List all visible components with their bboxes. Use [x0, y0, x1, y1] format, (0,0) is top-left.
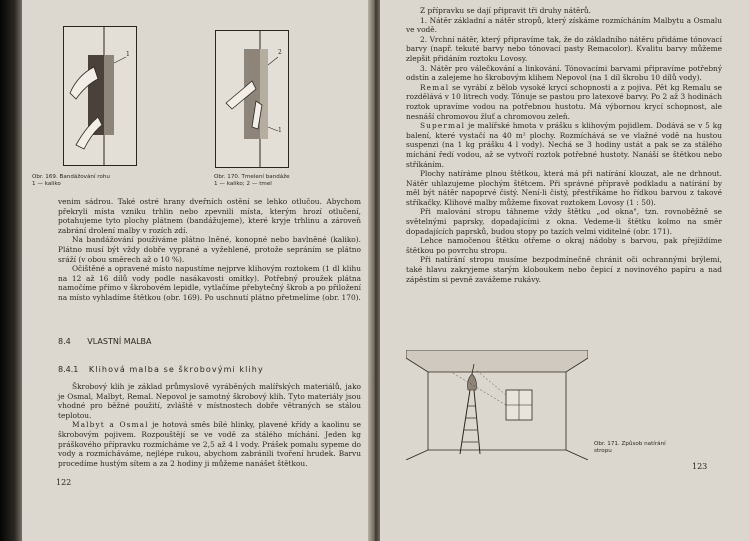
fig170-caption-line1: Obr. 170. Tmelení bandáže — [214, 174, 290, 180]
paragraph-body: je hotová směs bílé hlinky, plavené křídy a kaolinu se škrobovým pojivem. Rozpouštějí se ve vodě za stálého míchání. Jeden kg práškového přípravku rozmícháme ve 2,5 až 4 l vody. Prášek pomalu sypeme do vody a rozmícháváme, nejlépe rukou, abychom zabránili tvoření hrudek. Barvu procedíme hustým sítem a za 2 hodiny ji můžeme nanášet štětkou. — [58, 420, 361, 468]
figure-169 — [63, 26, 137, 166]
page-number-left: 122 — [56, 478, 72, 487]
paragraph: Očištěné a opravené místo napustíme nejprve klihovým roztokem (1 dl klihu na 12 až 16 dílů vody podle nasákavosti omítky). Potřebný proužek plátna namočíme přímo v škrobovém lepidle, vytlačíme přebytečný škrob a po přiložení na místo vyhladíme štětkou (obr. 169). Po uschnutí plátno přetmelíme (obr. 170). — [58, 264, 361, 302]
paragraph: Při malování stropu táhneme vždy štětku „od okna", tzn. rovnoběžně se světelnými paprsky, dopadajícími z okna. Vedeme-li štětku kolmo na směr dopadajících paprsků, budou stopy po tazích velmi viditelné (obr. 171). — [406, 207, 722, 236]
paragraph: Plochy natíráme plnou štětkou, která má při natírání klouzat, ale ne drhnout. Nátěr uhlazujeme plochým štětcem. Při správné přípravě podkladu a natírání by měl být nátěr napoprvé čistý. Není-li čistý, přestříkáme ho řídkou barvou z takové stříkačky. Klihové malby můžeme fixovat roztokem Lovosy (1 : 50). — [406, 169, 722, 207]
figure-171 — [406, 350, 588, 460]
section-number: 8.4 — [58, 337, 71, 346]
left-edge-shadow — [0, 0, 24, 541]
section-title: Klihová malba se škrobovými klihy — [88, 365, 264, 374]
paragraph-lead: Remal — [420, 82, 450, 92]
fig169-caption-line2: 1 — kaliko — [32, 181, 61, 187]
paragraph: Škrobový klih je základ průmyslově vyráběných malířských materiálů, jako je Osmal, Malbyt, Remal. Nepovol je samotný škrobový klih. Tyto materiály jsou vhodné pro běžné použití, zvláště v místnostech dobře větraných se stálou teplotou. — [58, 382, 361, 420]
left-lower-text — [58, 382, 361, 468]
fig169-caption-line1: Obr. 169. Bandážování rohu — [32, 174, 110, 180]
section-title: VLASTNÍ MALBA — [87, 337, 152, 346]
paragraph — [58, 420, 361, 468]
section-8-4-1-heading — [58, 365, 264, 374]
paragraph-body: se vyrábí z bělob vysoké krycí schopnosti a z pojiva. Pět kg Remalu se rozdělává v 10 litrech vody. Tónuje se pastou pro latexové barvy. Po 2 až 3 hodinách roztok upravíme vodou na potřebnou hustotu. Má výbornou krycí schopnost, ale nesnáší chromovou žluť a chromovou zeleň. — [406, 82, 722, 121]
paragraph: Z přípravku se dají připravit tři druhy nátěrů. — [420, 6, 592, 15]
paragraph — [406, 121, 722, 169]
fig171-caption-line1: Obr. 171. Způsob natírání — [594, 441, 666, 447]
paragraph: venim sádrou. Také ostré hrany dveřních ostění se lehko otlučou. Abychom překryli místa vzniku trhlin nebo zpevnili místa, kterým hrozí otlučení, potahujeme tyto plochy plátnem (bandážujeme), které kryje trhlinu a zároveň zabrání drolení malby v rozích zdí. — [58, 197, 361, 235]
paragraph: 2. Vrchní nátěr, který připravíme tak, že do základního nátěru přidáme tónovací barvy (např. tekuté barvy nebo tónovací pasty Remacolor). Kvalitu barvy můžeme zlepšit přidáním roztoku Lovosy. — [406, 34, 722, 63]
section-8-4-heading — [58, 337, 152, 346]
right-page — [380, 0, 750, 541]
room-painting-illustration — [406, 350, 588, 460]
paragraph — [406, 83, 722, 121]
paragraph: Při natírání stropu musíme bezpodmínečně chránit oči ochrannými brýlemi, také hlavu zakryjeme starým kloboukem nebo čepicí z novinového papíru a nad zápěstím si pevně zavážeme rukávy. — [406, 255, 722, 284]
left-page — [22, 0, 372, 541]
fig169-caption — [32, 174, 152, 188]
corner-bandage-illustration — [64, 27, 136, 165]
section-number: 8.4.1 — [58, 365, 79, 374]
left-upper-text — [58, 197, 361, 303]
fig170-label-2: 2 — [278, 49, 282, 56]
fig170-caption-line2: 1 — kaliko; 2 — tmel — [214, 181, 272, 187]
fig170-label-1: 1 — [278, 127, 282, 134]
paragraph-body: je malířské hmota v prášku s klihovým pojidlem. Dodává se v 5 kg balení, které vystačí na 40 m² plochy. Rozmíchává se ve vlažné vodě na hustou suspenzi (na 1 kg prášku 4 l vody). Nechá se 3 hodiny ustát a pak se za stálého míchání ředí vodou, až se vytvoří roztok potřebné hustoty. Nanáší se štětkou nebo stříkáním. — [406, 121, 722, 169]
paragraph: 3. Nátěr pro válečkování a linkování. Tónovacími barvami připravíme potřebný odstín a zalejeme ho škrobovým klihem Nepovol (na 1 díl škrobu 10 dílů vody). — [406, 63, 722, 83]
figure-170 — [215, 30, 289, 168]
page-number-right: 123 — [692, 462, 708, 471]
paragraph-lead: Malbyt a Osmal — [72, 420, 149, 430]
right-text — [406, 6, 722, 284]
paragraph: Lehce namočenou štětku otřeme o okraj nádoby s barvou, pak přejíždíme štětkou po povrchu stropu. — [406, 236, 722, 255]
fig169-label-1: 1 — [126, 51, 130, 58]
fig171-caption — [594, 441, 684, 455]
paragraph-lead: Supermal — [420, 121, 466, 131]
fig171-caption-line2: stropu — [594, 448, 612, 454]
fig170-caption — [214, 174, 344, 188]
paragraph: Na bandážování používáme plátno lněné, konopné nebo bavlněné (kaliko). Plátno musí být vždy dobře vyprané a vyžehlené, protože sepráním se plátno sráží (v obou směrech až o 10 %). — [58, 235, 361, 264]
paragraph: 1. Nátěr základní a nátěr stropů, který získáme rozmícháním Malbytu a Osmalu ve vodě. — [406, 15, 722, 35]
